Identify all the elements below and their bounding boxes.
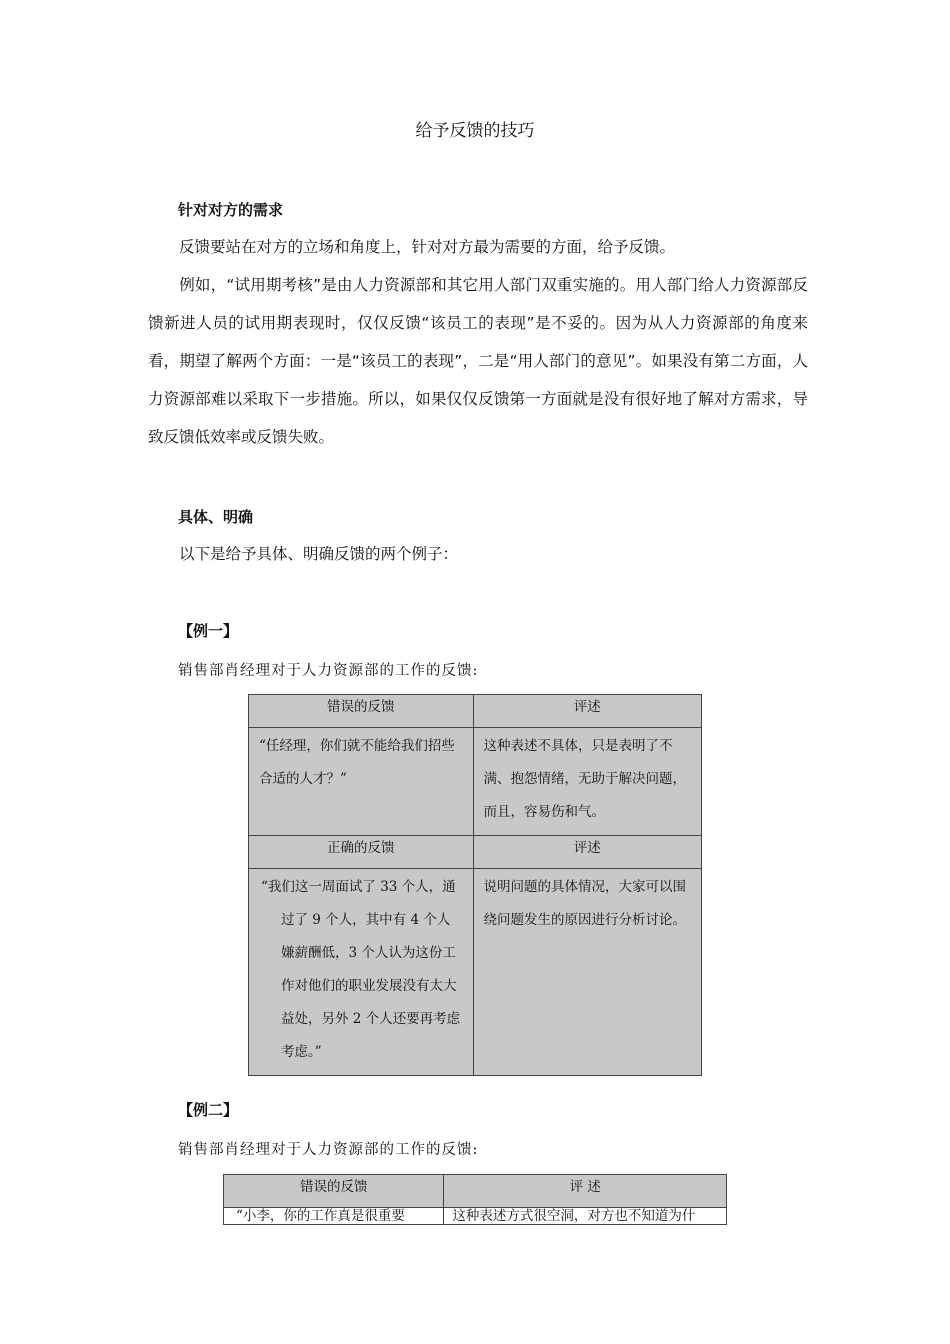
table-header-cell: 评述 — [473, 836, 701, 869]
paragraph-text: 反馈要站在对方的立场和角度上，针对对方最为需要的方面，给予反馈。 — [179, 238, 676, 256]
table-row — [249, 869, 702, 1076]
paragraph — [148, 228, 808, 266]
table-header-cell: 错误的反馈 — [224, 1175, 444, 1208]
table-cell: 这种表述方式很空洞，对方也不知道为什 — [444, 1208, 727, 1225]
table-header-cell: 评述 — [473, 695, 701, 728]
table-header-cell: 评 述 — [444, 1175, 727, 1208]
table-cell: “任经理，你们就不能给我们招些合适的人才？” — [249, 728, 474, 836]
paragraph-text: 例如，“试用期考核”是由人力资源部和其它用人部门双重实施的。用人部门给人力资源部反馈新进人员的试用期表现时，仅仅反馈“该员工的表现”是不妥的。因为从人力资源部的角度来看，期望了解两个方面：一是“该员工的表现”，二是“用人部门的意见”。如果没有第二方面，人力资源部难以采取下一步措施。所以，如果仅仅反馈第一方面就是没有很好地了解对方需求，导致反馈低效率或反馈失败。 — [148, 276, 808, 446]
section-heading-needs: 针对对方的需求 — [178, 201, 284, 219]
table-row — [224, 1175, 727, 1208]
feedback-table-2 — [223, 1174, 727, 1225]
table-cell: “小李，你的工作真是很重要 — [224, 1208, 444, 1225]
feedback-table-1 — [248, 694, 702, 1076]
table-cell: 说明问题的具体情况，大家可以围绕问题发生的原因进行分析讨论。 — [473, 869, 701, 1076]
example-caption: 销售部肖经理对于人力资源部的工作的反馈: — [178, 663, 479, 679]
example-label: 【例一】 — [178, 622, 239, 640]
paragraph — [148, 266, 808, 456]
page-title: 给予反馈的技巧 — [415, 121, 535, 141]
table-cell: 这种表述不具体，只是表明了不满、抱怨情绪，无助于解决问题，而且，容易伤和气。 — [473, 728, 701, 836]
table-row — [249, 836, 702, 869]
section-heading-specific: 具体、明确 — [178, 508, 254, 526]
table-row — [249, 695, 702, 728]
paragraph — [148, 535, 808, 573]
table-cell: “我们这一周面试了 33 个人，通过了 9 个人，其中有 4 个人嫌薪酬低，3 个人认为这份工作对他们的职业发展没有太大益处，另外 2 个人还要再考虑考虑。” — [249, 869, 474, 1076]
table-row — [249, 728, 702, 836]
example-caption: 销售部肖经理对于人力资源部的工作的反馈: — [178, 1142, 479, 1158]
example-label: 【例二】 — [178, 1101, 239, 1119]
table-row — [224, 1208, 727, 1225]
table-header-cell: 错误的反馈 — [249, 695, 474, 728]
paragraph-text: 以下是给予具体、明确反馈的两个例子： — [179, 545, 459, 563]
table-header-cell: 正确的反馈 — [249, 836, 474, 869]
